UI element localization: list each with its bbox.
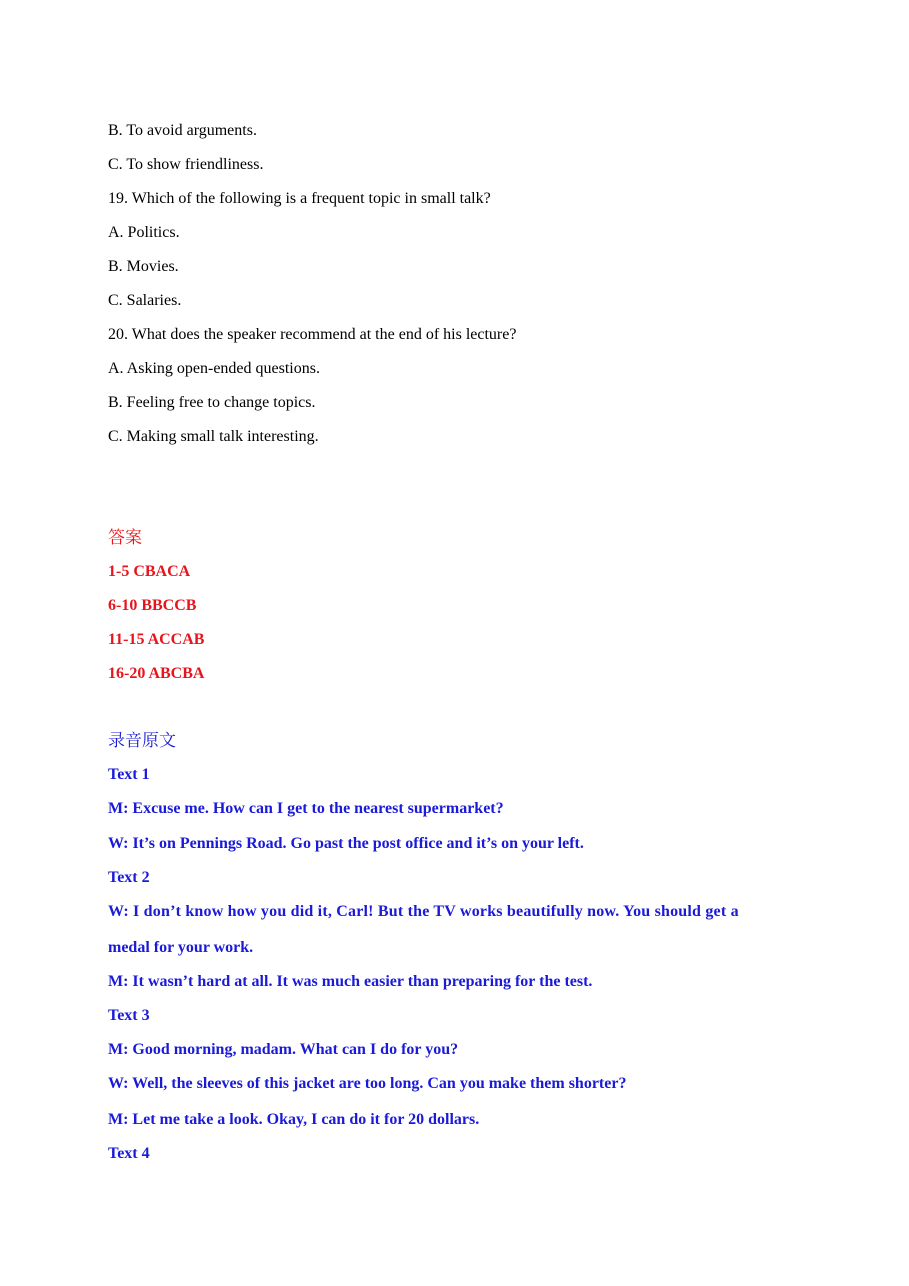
q19-option-b: B. Movies. [108,258,179,275]
question-20: 20. What does the speaker recommend at the end of his lecture? [108,326,517,343]
answer-line: 11-15 ACCAB [108,631,205,648]
text1-line: W: It’s on Pennings Road. Go past the post office and it’s on your left. [108,835,584,852]
text2-line: W: I don’t know how you did it, Carl! But the TV works beautifully now. You should get a [108,903,739,920]
q18-option-b: B. To avoid arguments. [108,122,257,139]
text2-line: M: It wasn’t hard at all. It was much easier than preparing for the test. [108,973,593,990]
answer-line: 1-5 CBACA [108,563,191,580]
text1-line: M: Excuse me. How can I get to the nearest supermarket? [108,800,504,817]
q20-option-a: A. Asking open-ended questions. [108,360,320,377]
answer-line: 16-20 ABCBA [108,665,205,682]
q18-option-c: C. To show friendliness. [108,156,264,173]
q19-option-c: C. Salaries. [108,292,182,309]
text3-line: M: Good morning, madam. What can I do for you? [108,1041,459,1058]
answers-heading: 答案 [108,528,142,547]
text2-line-continued: medal for your work. [108,939,254,956]
text3-line: M: Let me take a look. Okay, I can do it for 20 dollars. [108,1111,480,1128]
text4-title: Text 4 [108,1145,150,1162]
transcript-heading: 录音原文 [108,731,176,750]
q19-option-a: A. Politics. [108,224,180,241]
answer-line: 6-10 BBCCB [108,597,197,614]
text1-title: Text 1 [108,766,150,783]
q20-option-c: C. Making small talk interesting. [108,428,319,445]
text2-title: Text 2 [108,869,150,886]
text3-title: Text 3 [108,1007,150,1024]
q20-option-b: B. Feeling free to change topics. [108,394,316,411]
text3-line: W: Well, the sleeves of this jacket are too long. Can you make them shorter? [108,1075,627,1092]
question-19: 19. Which of the following is a frequent topic in small talk? [108,190,491,207]
